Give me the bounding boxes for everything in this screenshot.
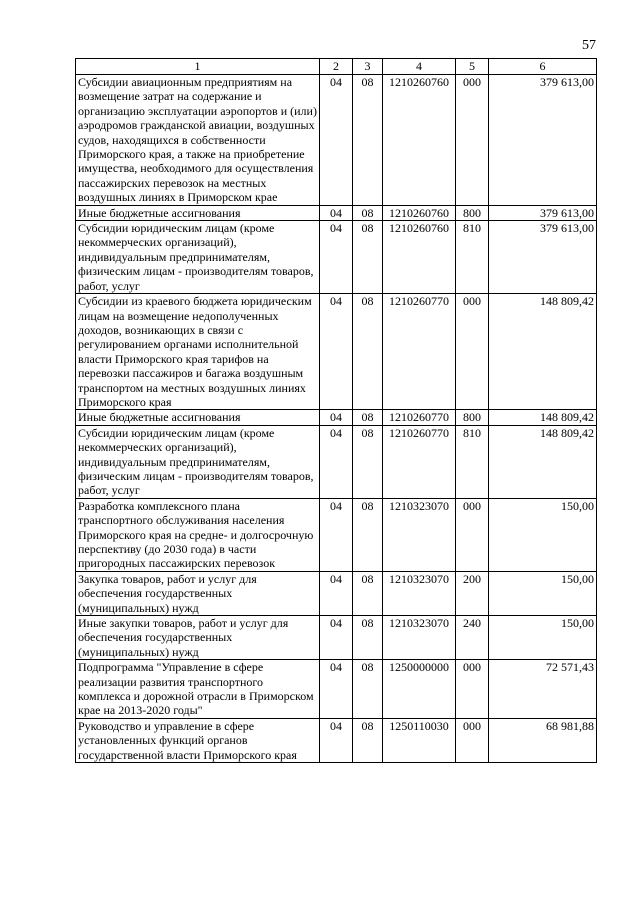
table-row	[76, 571, 597, 615]
amount-cell: 379 613,00	[489, 205, 597, 220]
row-name-cell: Закупка товаров, работ и услуг для обеспечения государственных (муниципальных) нужд	[76, 571, 320, 615]
amount-cell: 379 613,00	[489, 75, 597, 206]
row-name-cell: Субсидии авиационным предприятиям на возмещение затрат на содержание и организацию эксплуатации аэропортов и (или) аэродромов гражданской авиации, воздушных судов, находящихся в собственности Приморского края, а также на приобретение имущества, необходимого для осуществления пассажирских перевозок на местных воздушных линиях в Приморском крае	[76, 75, 320, 206]
row-name-cell: Иные бюджетные ассигнования	[76, 410, 320, 425]
expense-type-cell: 000	[456, 718, 489, 762]
table-row	[76, 660, 597, 719]
table-row	[76, 75, 597, 206]
row-name-cell: Руководство и управление в сфере установленных функций органов государственной власти Приморского края	[76, 718, 320, 762]
section-code-cell: 04	[320, 221, 353, 294]
amount-cell: 148 809,42	[489, 294, 597, 410]
subsection-code-cell: 08	[353, 718, 383, 762]
expense-type-cell: 000	[456, 660, 489, 719]
amount-cell: 68 981,88	[489, 718, 597, 762]
expense-type-cell: 800	[456, 410, 489, 425]
subsection-code-cell: 08	[353, 660, 383, 719]
row-name-cell: Субсидии юридическим лицам (кроме некоммерческих организаций), индивидуальным предпринимателям, физическим лицам - производителям товаров, работ, услуг	[76, 221, 320, 294]
table-row	[76, 616, 597, 660]
amount-cell: 148 809,42	[489, 410, 597, 425]
target-item-cell: 1210323070	[383, 616, 456, 660]
expense-type-cell: 800	[456, 205, 489, 220]
target-item-cell: 1210260760	[383, 205, 456, 220]
table-header	[76, 59, 597, 75]
column-header: 3	[353, 59, 383, 75]
subsection-code-cell: 08	[353, 616, 383, 660]
column-header: 2	[320, 59, 353, 75]
table-row	[76, 294, 597, 410]
target-item-cell: 1250110030	[383, 718, 456, 762]
amount-cell: 150,00	[489, 571, 597, 615]
expense-type-cell: 200	[456, 571, 489, 615]
expense-type-cell: 810	[456, 425, 489, 498]
row-name-cell: Разработка комплексного плана транспортного обслуживания населения Приморского края на средне- и долгосрочную перспективу (до 2030 года) в части пригородных пассажирских перевозок	[76, 498, 320, 571]
row-name-cell: Иные закупки товаров, работ и услуг для обеспечения государственных (муниципальных) нужд	[76, 616, 320, 660]
column-header: 5	[456, 59, 489, 75]
section-code-cell: 04	[320, 498, 353, 571]
column-header: 4	[383, 59, 456, 75]
section-code-cell: 04	[320, 425, 353, 498]
table-row	[76, 718, 597, 762]
target-item-cell: 1210260770	[383, 294, 456, 410]
subsection-code-cell: 08	[353, 410, 383, 425]
section-code-cell: 04	[320, 718, 353, 762]
section-code-cell: 04	[320, 660, 353, 719]
target-item-cell: 1210260760	[383, 221, 456, 294]
subsection-code-cell: 08	[353, 294, 383, 410]
amount-cell: 150,00	[489, 616, 597, 660]
section-code-cell: 04	[320, 616, 353, 660]
section-code-cell: 04	[320, 410, 353, 425]
row-name-cell: Субсидии из краевого бюджета юридическим лицам на возмещение недополученных доходов, возникающих в связи с регулированием органами исполнительной власти Приморского края тарифов на перевозки пассажиров и багажа воздушным транспортом на местных воздушных линиях Приморского края	[76, 294, 320, 410]
section-code-cell: 04	[320, 571, 353, 615]
subsection-code-cell: 08	[353, 75, 383, 206]
table-row	[76, 205, 597, 220]
subsection-code-cell: 08	[353, 571, 383, 615]
expense-type-cell: 000	[456, 498, 489, 571]
row-name-cell: Субсидии юридическим лицам (кроме некоммерческих организаций), индивидуальным предпринимателям, физическим лицам - производителям товаров, работ, услуг	[76, 425, 320, 498]
section-code-cell: 04	[320, 294, 353, 410]
row-name-cell: Подпрограмма "Управление в сфере реализации развития транспортного комплекса и дорожной отрасли в Приморском крае на 2013-2020 годы"	[76, 660, 320, 719]
column-header: 1	[76, 59, 320, 75]
expense-type-cell: 000	[456, 75, 489, 206]
target-item-cell: 1250000000	[383, 660, 456, 719]
target-item-cell: 1210260770	[383, 410, 456, 425]
section-code-cell: 04	[320, 75, 353, 206]
subsection-code-cell: 08	[353, 425, 383, 498]
subsection-code-cell: 08	[353, 498, 383, 571]
amount-cell: 148 809,42	[489, 425, 597, 498]
subsection-code-cell: 08	[353, 221, 383, 294]
table-row	[76, 425, 597, 498]
header-row	[76, 59, 597, 75]
column-header: 6	[489, 59, 597, 75]
target-item-cell: 1210323070	[383, 498, 456, 571]
amount-cell: 150,00	[489, 498, 597, 571]
subsection-code-cell: 08	[353, 205, 383, 220]
table-row	[76, 221, 597, 294]
table-row	[76, 410, 597, 425]
amount-cell: 379 613,00	[489, 221, 597, 294]
target-item-cell: 1210323070	[383, 571, 456, 615]
expense-type-cell: 810	[456, 221, 489, 294]
expense-type-cell: 000	[456, 294, 489, 410]
table-body	[76, 75, 597, 763]
target-item-cell: 1210260760	[383, 75, 456, 206]
section-code-cell: 04	[320, 205, 353, 220]
expense-type-cell: 240	[456, 616, 489, 660]
row-name-cell: Иные бюджетные ассигнования	[76, 205, 320, 220]
budget-table	[75, 58, 597, 763]
amount-cell: 72 571,43	[489, 660, 597, 719]
table-row	[76, 498, 597, 571]
target-item-cell: 1210260770	[383, 425, 456, 498]
page-number: 57	[582, 38, 596, 53]
